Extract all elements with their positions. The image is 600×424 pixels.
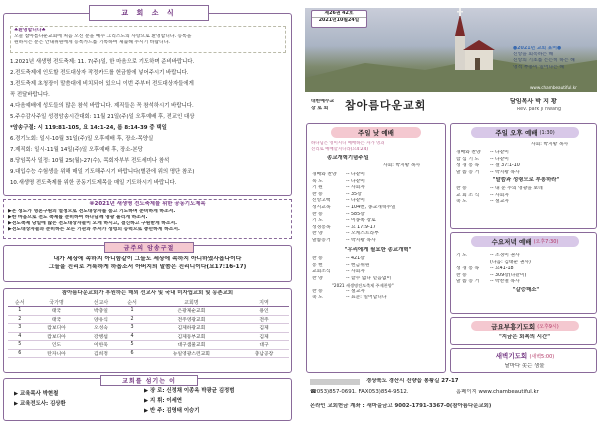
sunday-note: "2021 새생명전도축제 주제찬양"	[332, 282, 394, 288]
cell: 김제하광교회	[144, 324, 239, 333]
item-label: 봉 헌	[312, 262, 323, 268]
item-label: 경배와 찬양	[312, 172, 337, 177]
item-value: -- 다같이	[346, 172, 365, 177]
prayer-item: ▶한 마음으로 전도 축제를 준비하여 하나님께 영광 돌리게 하소서.	[8, 214, 148, 220]
list-item	[312, 179, 444, 186]
cell: 은광제순교회	[144, 307, 239, 316]
item-label: 합 심 기 도	[456, 156, 480, 162]
pastor-name: 담임목사 박 지 황	[510, 98, 557, 105]
item-value: -- 사회자	[346, 185, 365, 191]
list-item	[456, 273, 596, 280]
item-label: 찬 송	[312, 288, 323, 294]
memory-title: 금주의 암송구절	[104, 242, 194, 253]
serve-line: ▶ 지 휘: 이세연	[144, 398, 182, 404]
cell: 2	[120, 315, 144, 324]
col-header: 지역	[239, 299, 289, 307]
item-value: -- 할수 없다 믿음없이	[346, 275, 392, 281]
item-label: 찬 양	[312, 231, 323, 237]
wednesday-box	[450, 232, 597, 314]
sunday-leader: 사회: 박지황 목사	[383, 163, 421, 168]
list-item	[312, 185, 444, 192]
col-header: 선교사	[82, 299, 121, 307]
list-item	[456, 186, 596, 193]
item-label: 찬 송	[456, 272, 467, 278]
table-row	[8, 332, 289, 341]
item-value: -- 겔 37:1-10	[490, 163, 520, 169]
item-value: -- 다같이	[490, 150, 509, 155]
item-label: 말 씀 증 거	[456, 169, 480, 175]
table-row	[8, 307, 289, 316]
news-item: 5.주수감사주일 성경암송시간대회: 11월 21일(주)일 오후예배 후, 전교인 대상	[10, 114, 195, 120]
sunday-verse-1: 하나님은 영이시니 예배하는 자가 영과	[311, 141, 385, 146]
serve-right	[144, 386, 289, 416]
item-label: 성 경 봉 독	[456, 266, 480, 272]
table-row	[8, 349, 289, 358]
cell: 박충일	[82, 307, 121, 316]
list-item	[456, 253, 596, 260]
news-list	[10, 57, 288, 189]
item-value: -- 585장	[346, 211, 365, 217]
cell: 이한욱	[82, 341, 121, 350]
item-label: 말씀증거	[312, 237, 331, 243]
item-value: -- 다같이	[490, 156, 509, 162]
item-value: -- 309장(다같이)	[490, 272, 527, 278]
footer-url[interactable]: 홈페이지 www.chambeautiful.kr	[456, 389, 539, 395]
list-item	[456, 150, 596, 157]
list-item	[312, 225, 444, 232]
sunday-verse-2: 진리로 예배할지니라(요4:24)	[311, 147, 369, 152]
footer	[306, 376, 597, 422]
cell: 전주	[239, 315, 289, 324]
list-item	[456, 279, 596, 286]
prayer-item: ▶전도대상자들과 준비하는 모든 기관과 부서가 성령의 능력으로 충만하게 하소서.	[8, 227, 180, 233]
afternoon-order	[456, 150, 596, 206]
afternoon-leader: 사회: 박지황 목사	[531, 142, 569, 147]
cell: 뉴일영광스런교회	[144, 349, 239, 358]
cell: 인도	[32, 341, 82, 350]
friday-box	[450, 317, 597, 345]
wednesday-order	[456, 253, 596, 295]
footer-logo	[310, 379, 360, 385]
friday-sermon: "지금은 회복의 시간"	[498, 334, 551, 340]
list-item	[312, 238, 444, 245]
item-label: 교 회 소 식	[456, 192, 480, 198]
cell: 용인	[239, 307, 289, 316]
table-row	[8, 341, 289, 350]
serve-line: ▶ 교육목사 박현철	[14, 391, 59, 397]
dawn-title-row	[471, 351, 579, 361]
welcome-block	[10, 26, 286, 53]
wednesday-time: (오후7:30)	[533, 239, 559, 245]
item-label: 축 도	[312, 295, 323, 301]
item-label: 말 씀 증 거	[456, 279, 480, 285]
wednesday-title: 수요저녁 예배	[491, 238, 532, 246]
pastor-name-en: Rev. park ji hwang	[517, 107, 562, 112]
dawn-time: (새벽5:00)	[529, 354, 555, 360]
dawn-sermon: 날마다 솟는 샘물	[504, 363, 545, 369]
sunday-box	[306, 123, 446, 373]
dawn-title: 새벽기도회	[495, 352, 528, 360]
item-value: -- 104번, 종교개혁주일	[346, 204, 396, 210]
cell: 김희정	[82, 349, 121, 358]
motto-line: 신앙의 기초를 든든히 하는 해	[513, 58, 575, 64]
news-item: 3.전도축제 초청장이 말씀대에 비치되어 있으니 이번 주부터 전도대상자들에게	[10, 81, 194, 87]
cell: 3	[120, 324, 144, 333]
item-label: 성시교독	[312, 204, 331, 210]
serve-box	[3, 378, 292, 421]
news-item: 2.전도축제에 인도할 전도대상자 작정카드를 헌금함에 넣어주시기 바랍니다.	[10, 70, 189, 76]
list-item	[312, 289, 444, 296]
issue-date: 2021년10월24일	[312, 17, 366, 24]
col-header: 국가명	[32, 299, 82, 307]
afternoon-sermon: "말씀과 성령으로 부흥하라"	[492, 177, 560, 184]
cell: 3	[8, 324, 32, 333]
motto-line: 신앙을 회복하는 해	[513, 52, 554, 58]
item-label: 경배와 찬양	[456, 150, 481, 155]
prayer-title: ※2021년 새생명 전도축제를 위한 공동기도제목	[89, 201, 206, 207]
cell: 2	[8, 315, 32, 324]
memory-box	[3, 245, 292, 282]
list-item	[456, 199, 596, 206]
col-header: 교회명	[144, 299, 239, 307]
list-item	[456, 260, 596, 267]
item-label: 축 도	[456, 199, 467, 205]
news-item: 7.제직회: 일시-11월 14일(주)일 오후예배 후, 장소-본당	[10, 147, 143, 153]
cell: 캄보디아	[32, 324, 82, 333]
list-item	[312, 269, 444, 276]
col-header: 순서	[8, 299, 32, 307]
wednesday-sermon: "갈증해소"	[512, 286, 540, 293]
item-label: 기 도	[312, 218, 323, 224]
cell: 태국	[32, 315, 82, 324]
prayer-box	[3, 199, 292, 239]
serve-left	[14, 389, 134, 409]
item-label: 성경봉독	[312, 224, 331, 230]
list-item	[456, 163, 596, 170]
item-value: -- 사회자	[346, 269, 365, 275]
list-item	[312, 212, 444, 219]
welcome-line-1: 오늘 참아름다운교회에 처음 오신 분을 예수 그리스도의 사랑으로 환영합니다. 등록을	[14, 34, 192, 40]
friday-title-pill	[471, 321, 579, 331]
sunday-sermon: "우리에게 필요한 종교개혁"	[344, 246, 412, 253]
cell: 전주영광교회	[144, 315, 239, 324]
col-header: 순서	[120, 299, 144, 307]
afternoon-title: 주일 오후 예배	[495, 129, 538, 137]
list-item	[312, 172, 444, 179]
table-row	[8, 324, 289, 333]
list-item	[312, 295, 444, 302]
news-item: 9.대입수능 수험생을 위해 매일 기도해주시기 바랍니다(별관에 위의 명단 참조)	[10, 169, 195, 175]
item-label: 기 원	[312, 185, 323, 191]
prayer-item: ▶온 성도가 영혼구원의 열정으로 전도대상자를 품고 기도하며 준비하게 하소서.	[8, 208, 176, 214]
footer-tel: ☎053)857-0691. FAX053)854-9512.	[310, 389, 409, 395]
table-row	[8, 315, 289, 324]
cell: 김제	[239, 332, 289, 341]
friday-time: (오후9시)	[537, 323, 559, 330]
cell: 양유식	[82, 315, 121, 324]
item-value: -- 오케스트라부	[346, 231, 379, 237]
mission-table	[8, 299, 289, 359]
item-value: -- 421장	[346, 256, 365, 262]
list-item	[312, 198, 444, 205]
denomination-1: 대한예수교	[311, 99, 335, 104]
item-value: -- 사회자	[490, 192, 509, 198]
dawn-box	[450, 348, 597, 373]
footer-account: 온라인 교회헌금 계좌 : 새마을금고 9002-1791-3367-0(참아름다운교회)	[310, 403, 492, 409]
list-item	[312, 218, 444, 225]
denomination-2: 장 로 회	[311, 106, 329, 111]
motto-title: ●2021년 교회 표어●	[513, 46, 562, 51]
item-value: -- 요 17:9-17	[346, 224, 376, 230]
serve-line: ▶ 장 로: 신정채 이종옥 박광균 김정범	[144, 388, 235, 394]
item-value: (다음: 김태순 권사)	[490, 259, 531, 265]
cell: 4	[120, 332, 144, 341]
news-box	[3, 9, 292, 196]
list-item	[312, 192, 444, 199]
item-value: -- 박지황 목사	[490, 169, 520, 175]
list-item	[456, 266, 596, 273]
item-value: -- 요41-18	[490, 266, 514, 272]
mission-title: 참아름다운교회가 후원하는 해외 선교사 및 국내 미자립교회 및 농촌교회	[61, 290, 234, 296]
cell: 대구	[239, 341, 289, 350]
list-item	[312, 205, 444, 212]
motto-block	[513, 46, 597, 71]
serve-line: ▶ 반 주: 김영태 이승기	[144, 408, 200, 414]
list-item	[456, 157, 596, 164]
item-label: 찬 송	[312, 191, 323, 197]
motto-line: 영적 부흥이 일어나는 해	[513, 64, 564, 70]
cell: 캄보디아	[32, 332, 82, 341]
item-value: -- 조경이 권사	[490, 253, 520, 258]
news-item: 꼭 전달바랍니다.	[10, 92, 50, 98]
serve-title: 교회를 섬기는 이	[100, 375, 198, 386]
news-item: 6.경기노회: 일시-10월 31일(주)일 오후예배 후, 장소-목양실	[10, 136, 154, 142]
item-value: -- 이종옥 장로	[346, 218, 376, 224]
cell: 대구샘물교회	[144, 341, 239, 350]
item-value: -- 다같이	[346, 178, 365, 184]
news-title: 교 회 소 식	[89, 5, 209, 21]
cell: 오성숙	[82, 324, 121, 333]
cell: 강병섭	[82, 332, 121, 341]
afternoon-time: (1:30)	[539, 129, 555, 136]
serve-line: ▶ 교육전도사: 김상환	[14, 401, 66, 407]
cell: 1	[8, 307, 32, 316]
cell: 1	[120, 307, 144, 316]
cell: 탄자니아	[32, 349, 82, 358]
mission-header-row	[8, 299, 289, 307]
memory-line-1: 내가 세상에 속하지 아니함같이 그들도 세상에 속하지 아니하였사옵나이다	[53, 256, 242, 262]
welcome-line-2: 원하시는 분은 안내위원에게 등록카드를 기록하여 제출해 주시기 바랍니다.	[14, 40, 170, 46]
item-label: 신앙고백	[312, 198, 331, 204]
news-item: *암송구절: 시 119:81-105, 요 14:1-24, 롬 8:14-39 중 택일	[10, 125, 167, 131]
list-item	[456, 170, 596, 177]
cell: 5	[8, 341, 32, 350]
sunday-title: 주일 낮 예배	[331, 127, 421, 138]
cell: 김제동부교회	[144, 332, 239, 341]
afternoon-title-pill	[471, 127, 579, 138]
cell: 충남공장	[239, 349, 289, 358]
item-label: 기 도	[456, 253, 467, 258]
cell: 4	[8, 332, 32, 341]
item-label: 찬 송	[312, 256, 323, 262]
church-header	[305, 95, 597, 121]
item-value: -- 35장	[346, 191, 362, 197]
cover-image	[305, 8, 597, 92]
wednesday-title-pill	[471, 236, 579, 247]
news-item: 8.당임목사 일정: 10월 25(월)-27(수), 목회자부부 전도세미나 참석	[10, 158, 170, 164]
item-value: -- 박찬철 목사	[490, 279, 520, 285]
item-value: -- 헌금위원	[346, 262, 370, 268]
memory-line-2: 그들을 진리로 거룩하게 하옵소서 아버지의 말씀은 진리니이다(요17:16-17)	[48, 263, 247, 270]
afternoon-box	[450, 123, 597, 229]
issue-number: 제26권 42호	[324, 11, 354, 16]
cover-url[interactable]: www.chambeautiful.kr	[530, 85, 577, 90]
sunday-order	[312, 172, 444, 302]
friday-title: 금요부흥기도회	[491, 322, 536, 331]
news-item: 1.2021년 새생명 전도축제: 11. 7(주)일, 한 마음으로 기도하며 준비바랍니다.	[10, 59, 195, 65]
item-label	[456, 260, 490, 267]
item-value: -- 설교자	[490, 199, 509, 205]
issue-badge	[311, 10, 367, 28]
cell: 6	[120, 349, 144, 358]
list-item	[312, 276, 444, 283]
list-item	[312, 263, 444, 270]
item-label: 찬 양	[312, 275, 323, 281]
cell: 김제	[239, 324, 289, 333]
item-label: 찬 송	[312, 211, 323, 217]
list-item	[312, 231, 444, 238]
news-item: 10.새생명 전도축제를 위한 공동기도제목을 매일 기도하시기 바랍니다.	[10, 180, 177, 186]
list-item	[456, 193, 596, 200]
sunday-subtitle: 종교개혁기념주일	[327, 155, 369, 161]
mission-box	[3, 288, 292, 373]
church-name: 참아름다운교회	[345, 99, 427, 112]
cell: 태국	[32, 307, 82, 316]
item-label: 묵 도	[312, 178, 323, 184]
cell: 5	[120, 341, 144, 350]
item-value: -- 표준: 일어납니다	[346, 295, 387, 301]
list-item	[312, 256, 444, 263]
item-value: -- 박지황 목사	[346, 237, 376, 243]
news-item: 4.다음예배에 성도들의 많은 참석 바랍니다. 제직들은 꼭 참석하시기 바랍니다.	[10, 103, 194, 109]
item-value: -- 내 눈 주의 영광을 보네	[490, 185, 543, 191]
cell: 6	[8, 349, 32, 358]
item-value: -- 다같이	[346, 198, 365, 204]
footer-address: 경상북도 경산시 진량읍 봉황길 27-17	[366, 378, 459, 384]
item-value: -- 설교자	[346, 288, 365, 294]
prayer-item: ▶전도축제 당일에 많은 전도대상자들이 오게 하시고, 결신하고 구원받게 하소서.	[8, 221, 177, 226]
item-label: 교회소식	[312, 269, 331, 275]
item-label: 성 경 봉 독	[456, 163, 480, 169]
welcome-title: ♣환영합니다♣	[14, 28, 46, 33]
item-label: 찬 송	[456, 185, 467, 191]
